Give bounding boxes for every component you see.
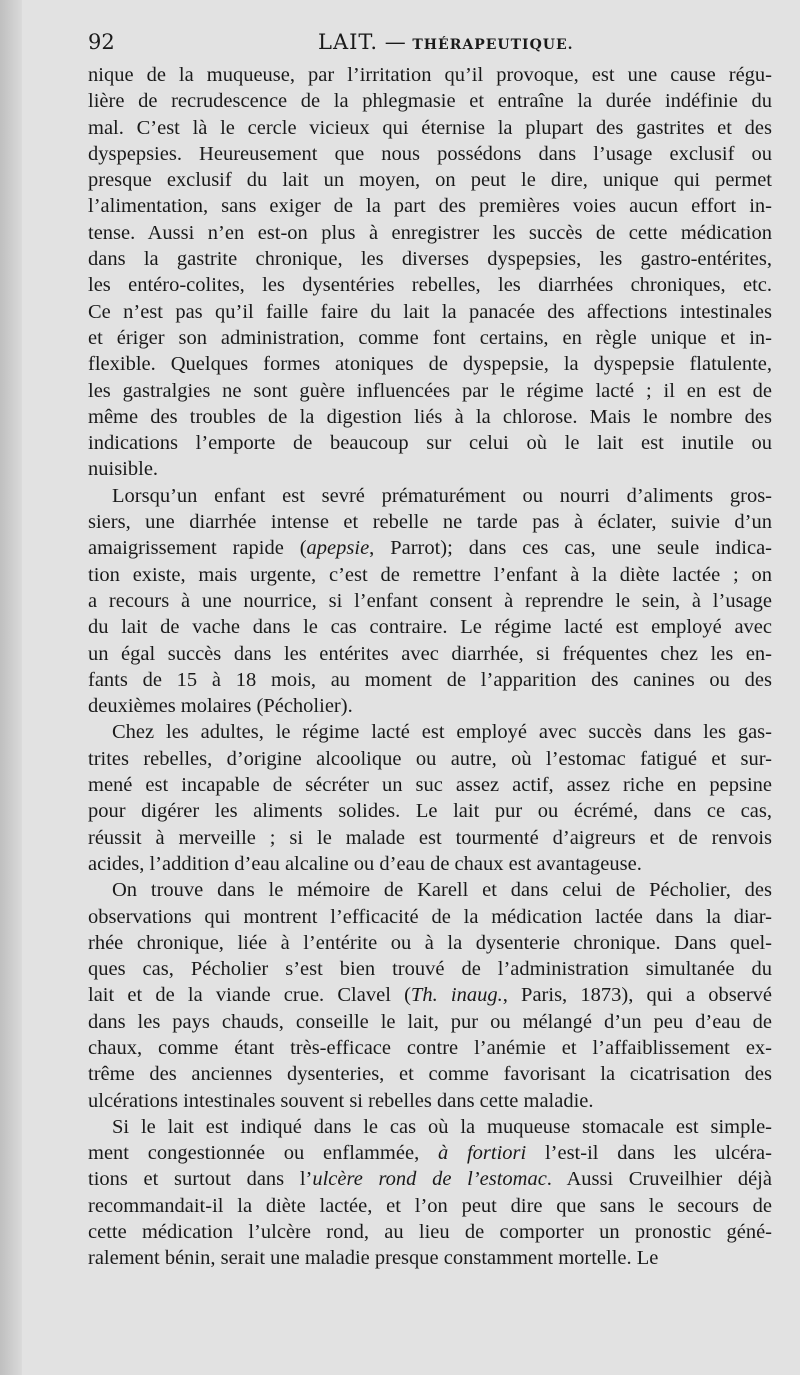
text-line: et ériger son administration, comme font certains, en règle unique et in- <box>88 326 772 349</box>
text-line: dans la gastrite chronique, les diverses dyspepsies, les gastro-entérites, <box>88 248 772 271</box>
text-line: dans les pays chauds, conseille le lait, pur ou mélangé d’un peu d’eau de <box>88 1010 772 1033</box>
text-line: observations qui montrent l’efficacité de la médication lactée dans la diar- <box>88 905 772 928</box>
text-line: rhée chronique, liée à l’entérite ou à la dysenterie chronique. Dans quel- <box>88 931 772 954</box>
text-line: les gastralgies ne sont guère influencées par le régime lacté ; il en est de <box>88 379 772 402</box>
running-title <box>318 30 574 54</box>
text-line: Chez les adultes, le régime lacté est employé avec succès dans les gas- <box>112 721 772 744</box>
text-line: Lorsqu’un enfant est sevré prématurément ou nourri d’aliments gros- <box>112 484 772 507</box>
text-line: l’alimentation, sans exiger de la part des premières voies aucun effort in- <box>88 195 772 218</box>
text-line: acides, l’addition d’eau alcaline ou d’eau de chaux est avantageuse. <box>88 852 642 875</box>
text-line: mené est incapable de sécréter un suc assez actif, assez riche en pepsine <box>88 774 772 797</box>
text-line: les entéro-colites, les dysentéries rebelles, les diarrhées chroniques, etc. <box>88 274 772 297</box>
page-number: 92 <box>88 30 115 54</box>
text-line: réussit à merveille ; si le malade est tourmenté d’aigreurs et de renvois <box>88 826 772 849</box>
text-line: trites rebelles, d’origine alcoolique ou autre, où l’estomac fatigué et sur- <box>88 747 772 770</box>
text-line: un égal succès dans les entérites avec diarrhée, si fréquentes chez les en- <box>88 642 772 665</box>
text-line: pour digérer les aliments solides. Le lait pur ou écrémé, dans ce cas, <box>88 800 772 823</box>
text-line: presque exclusif du lait un moyen, on peut le dire, unique qui permet <box>88 169 772 192</box>
text-line: ulcérations intestinales souvent si rebelles dans cette maladie. <box>88 1089 594 1112</box>
text-line: Si le lait est indiqué dans le cas où la muqueuse stomacale est simple- <box>112 1115 772 1138</box>
running-title-section: THÉRAPEUTIQUE. <box>412 37 574 53</box>
text-line: tion existe, mais urgente, c’est de remettre l’enfant à la diète lactée ; on <box>88 563 772 586</box>
text-line: tions et surtout dans l’ulcère rond de l’estomac. Aussi Cruveilhier déjà <box>88 1168 772 1191</box>
text-line: ment congestionnée ou enflammée, à fortiori l’est-il dans les ulcéra- <box>88 1142 772 1165</box>
text-line: Ce n’est pas qu’il faille faire du lait la panacée des affections intestinales <box>88 300 772 323</box>
text-line: amaigrissement rapide (apepsie, Parrot); dans ces cas, une seule indica- <box>88 537 773 560</box>
text-line: siers, une diarrhée intense et rebelle ne tarde pas à éclater, suivie d’un <box>88 511 772 534</box>
text-line: indications l’emporte de beaucoup sur celui où le lait est inutile ou <box>88 432 772 455</box>
text-line: dyspepsies. Heureusement que nous possédons dans l’usage exclusif ou <box>88 142 772 165</box>
text-line: même des troubles de la digestion liés à la chlorose. Mais le nombre des <box>88 405 772 428</box>
text-line: nique de la muqueuse, par l’irritation qu’il provoque, est une cause régu- <box>88 64 772 86</box>
running-title-main: LAIT. <box>318 30 379 54</box>
text-line: nuisible. <box>88 458 159 481</box>
text-line: fants de 15 à 18 mois, au moment de l’apparition des canines ou des <box>88 668 772 691</box>
text-line: ques cas, Pécholier s’est bien trouvé de l’administration simultanée du <box>88 958 772 981</box>
body-text <box>88 62 772 1272</box>
text-line: deuxièmes molaires (Pécholier). <box>88 695 353 718</box>
running-title-dash: — <box>378 30 413 54</box>
text-line: du lait de vache dans le cas contraire. Le régime lacté est employé avec <box>88 616 772 639</box>
text-line: chaux, comme étant très-efficace contre l’anémie et l’affaiblissement ex- <box>88 1036 772 1059</box>
text-line: lière de recrudescence de la phlegmasie et entraîne la durée indéfinie du <box>88 90 772 113</box>
text-line: cette médication l’ulcère rond, au lieu de comporter un pronostic géné- <box>88 1221 772 1244</box>
text-line: ralement bénin, serait une maladie presque constamment mortelle. Le <box>88 1247 659 1270</box>
text-line: tense. Aussi n’en est-on plus à enregistrer les succès de cette médication <box>88 221 772 244</box>
text-line: trême des anciennes dysenteries, et comme favorisant la cicatrisation des <box>88 1063 772 1086</box>
text-line: a recours à une nourrice, si l’enfant consent à reprendre le sein, à l’usage <box>88 589 772 612</box>
text-line: flexible. Quelques formes atoniques de dyspepsie, la dyspepsie flatulente, <box>88 353 772 376</box>
text-line: lait et de la viande crue. Clavel (Th. inaug., Paris, 1873), qui a observé <box>88 984 772 1007</box>
running-header <box>88 30 772 58</box>
text-line: recommandait-il la diète lactée, et l’on peut dire que sans le secours de <box>88 1194 772 1217</box>
text-line: On trouve dans le mémoire de Karell et dans celui de Pécholier, des <box>112 879 772 902</box>
text-line: mal. C’est là le cercle vicieux qui éternise la plupart des gastrites et des <box>88 116 772 139</box>
page-binding-edge <box>0 0 22 1375</box>
